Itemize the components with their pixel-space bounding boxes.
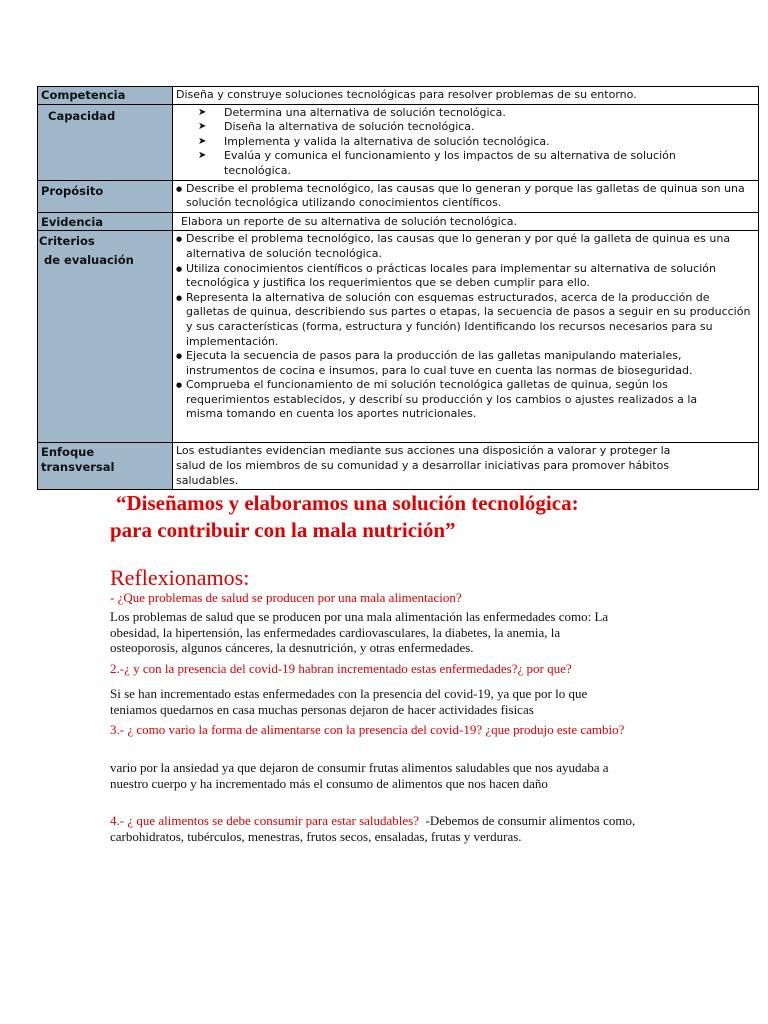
row-capacidad bbox=[38, 104, 759, 180]
answer-3: vario por la ansiedad ya que dejaron de consumir frutas alimentos saludables que nos ayudaba a nuestro cuerpo y ha incrementado más el consumo de alimentos que nos hacen daño bbox=[110, 760, 609, 791]
criterios-label-line1: Criterios bbox=[39, 234, 95, 249]
competencia-text: Diseña y construye soluciones tecnológicas para resolver problemas de su entorno. bbox=[173, 87, 759, 105]
answer-4: -Debemos de consumir alimentos como, carbohidratos, tubérculos, menestras, frutos secos, ensaladas, frutas y verduras. bbox=[110, 813, 636, 844]
question-3: 3.- ¿ como vario la forma de alimentarse con la presencia del covid-19? ¿que produjo este cambio? bbox=[110, 722, 625, 737]
competencia-label: Competencia bbox=[38, 87, 173, 105]
capacidad-list bbox=[176, 106, 755, 179]
answer-2: Si se han incrementado estas enfermedades con la presencia del covid-19, ya que por lo que teniamos quedarnos en casa muchas personas dejaron de hacer actividades fisicas bbox=[110, 686, 588, 717]
criterio-item: ● Describe el problema tecnológico, las causas que lo generan y por qué la galleta de quinua es una alternativa de solución tecnológica. bbox=[176, 232, 755, 261]
row-proposito bbox=[38, 180, 759, 212]
answer-1: Los problemas de salud que se producen por una mala alimentación las enfermedades como: La obesidad, la hipertensión, las enfermedades cardiovasculares, la diabetes, la anemia, la osteoporosis, algunos cánceres, la desnutrición, y otras enfermedades. bbox=[110, 609, 609, 655]
question-2: 2.-¿ y con la presencia del covid-19 habran incrementado estas enfermedades?¿ por que? bbox=[110, 661, 572, 676]
question-4: 4.- ¿ que alimentos se debe consumir para estar saludables? bbox=[110, 813, 419, 828]
criterio-item: ● Comprueba el funcionamiento de mi solución tecnológica galletas de quinua, según los requerimientos establecidos, y describí su producción y los cambios o ajustes realizados a la misma tomando en cuenta los aportes nutricionales. bbox=[176, 378, 755, 422]
enfoque-label bbox=[38, 443, 173, 490]
question-4-block bbox=[110, 813, 655, 844]
reflexionamos-heading: Reflexionamos: bbox=[110, 565, 250, 590]
proposito-list bbox=[176, 182, 755, 211]
criterio-item: ● Ejecuta la secuencia de pasos para la producción de las galletas manipulando materiales, instrumentos de cocina e insumos, para lo cual tuve en cuenta las normas de bioseguridad. bbox=[176, 349, 755, 378]
enfoque-label-line2: transversal bbox=[41, 459, 115, 474]
capacidad-label: Capacidad bbox=[38, 104, 173, 180]
criterio-item: ● Representa la alternativa de solución con esquemas estructurados, acerca de la producción de galletas de quinua, describiendo sus partes o etapas, la secuencia de pasos a seguir en su producción y sus características (forma, estructura y función) Identificando los recursos necesarios para su implementación. bbox=[176, 291, 755, 349]
capacidad-item: ➤ Diseña la alternativa de solución tecnológica. bbox=[176, 120, 755, 135]
evidencia-text: Elabora un reporte de su alternativa de solución tecnológica. bbox=[173, 212, 759, 231]
enfoque-text: Los estudiantes evidencian mediante sus acciones una disposición a valorar y proteger la salud de los miembros de su comunidad y a desarrollar iniciativas para promover hábitos saludables. bbox=[173, 443, 759, 490]
row-enfoque bbox=[38, 443, 759, 490]
main-title-line1: “Diseñamos y elaboramos una solución tecnológica: bbox=[116, 491, 579, 515]
row-evidencia bbox=[38, 212, 759, 231]
main-title bbox=[110, 490, 579, 544]
capacidad-item: ➤ Implementa y valida la alternativa de solución tecnológica. bbox=[176, 135, 755, 150]
criterios-label-line2: de evaluación bbox=[44, 252, 134, 267]
proposito-cell bbox=[173, 180, 759, 212]
main-title-line2: para contribuir con la mala nutrición” bbox=[110, 518, 456, 542]
row-criterios bbox=[38, 231, 759, 443]
proposito-text: ● Describe el problema tecnológico, las causas que lo generan y porque las galletas de quinua son una solución tecnológica utilizando conocimientos científicos. bbox=[176, 182, 755, 211]
capacidad-cell bbox=[173, 104, 759, 180]
enfoque-label-line1: Enfoque bbox=[41, 445, 95, 460]
criterio-item: ● Utiliza conocimientos científicos o prácticas locales para implementar su alternativa de solución tecnológica y justifica los requerimientos que se deben cumplir para ello. bbox=[176, 262, 755, 291]
row-competencia bbox=[38, 87, 759, 105]
competency-table bbox=[37, 86, 759, 490]
criterios-cell bbox=[173, 231, 759, 443]
capacidad-item: ➤ Evalúa y comunica el funcionamiento y los impactos de su alternativa de solución tecnológica. bbox=[176, 149, 755, 178]
criterios-label bbox=[38, 231, 173, 443]
evidencia-label: Evidencia bbox=[38, 212, 173, 231]
proposito-label: Propósito bbox=[38, 180, 173, 212]
question-1: - ¿Que problemas de salud se producen por una mala alimentacion? bbox=[110, 590, 462, 605]
capacidad-item: ➤ Determina una alternativa de solución tecnológica. bbox=[176, 106, 755, 121]
criterios-list bbox=[176, 232, 755, 422]
